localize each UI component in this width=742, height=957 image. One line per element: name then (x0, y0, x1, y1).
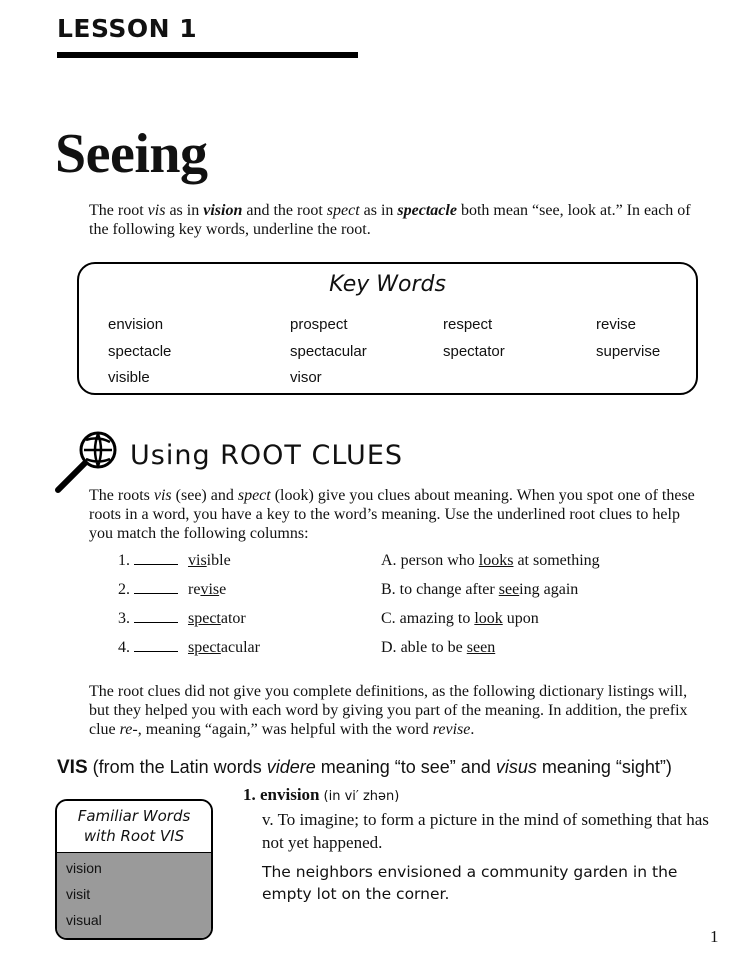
answer-blank[interactable] (134, 581, 178, 594)
key-word: revise (596, 316, 637, 333)
key-word: spectacle (108, 343, 172, 360)
entry-headword: 1. envision (in vi′ zhən) (243, 785, 400, 804)
key-words-box (77, 262, 698, 395)
entry-definition: v. To imagine; to form a picture in the mind of something that has not yet happened. (262, 810, 709, 852)
page-number: 1 (710, 927, 719, 946)
note-paragraph: The root clues did not give you complete definitions, as the following dictionary listings will, but they helped you with each word by giving you part of the meaning. In addition, the prefix clue re-, meaning “again,” was helpful with the word revise. (89, 683, 688, 738)
familiar-word: visual (66, 912, 102, 928)
intro-paragraph: The root vis as in vision and the root spect as in spectacle both mean “see, look at.” In each of the following key words, underline the root. (89, 202, 691, 238)
match-definition-d: D. able to be seen (381, 639, 496, 656)
key-word: prospect (290, 316, 348, 333)
vis-heading: VIS (from the Latin words videre meaning “to see” and visus meaning “sight”) (57, 757, 672, 778)
answer-blank[interactable] (134, 610, 178, 623)
familiar-word: visit (66, 886, 91, 902)
familiar-words-heading: Familiar Words with Root VIS (57, 801, 211, 853)
familiar-word: vision (66, 860, 102, 876)
familiar-words-list (57, 853, 211, 940)
page-title: Seeing (55, 123, 208, 185)
match-item-4: 4. spectacular (118, 639, 260, 656)
match-definition-c: C. amazing to look upon (381, 610, 539, 627)
lesson-label: LESSON 1 (57, 14, 198, 43)
key-word: supervise (596, 343, 661, 360)
key-word: visor (290, 369, 322, 386)
magnifying-glass-icon (48, 426, 126, 494)
match-item-2: 2. revise (118, 581, 227, 598)
answer-blank[interactable] (134, 552, 178, 565)
match-item-1: 1. visible (118, 552, 231, 569)
key-words-title: Key Words (329, 272, 446, 297)
key-word: visible (108, 369, 150, 386)
root-clues-heading: Using ROOT CLUES (130, 440, 404, 471)
key-word: respect (443, 316, 493, 333)
match-item-3: 3. spectator (118, 610, 246, 627)
entry-example: The neighbors envisioned a community garden in the empty lot on the corner. (262, 863, 678, 903)
key-word: spectator (443, 343, 505, 360)
root-clues-paragraph: The roots vis (see) and spect (look) give you clues about meaning. When you spot one of these roots in a word, you have a key to the word’s meaning. Use the underlined root clues to help you match the following columns: (89, 487, 695, 542)
match-definition-b: B. to change after seeing again (381, 581, 579, 598)
key-word: envision (108, 316, 164, 333)
familiar-words-box (55, 799, 213, 940)
lesson-rule (57, 52, 358, 58)
key-word: spectacular (290, 343, 367, 360)
answer-blank[interactable] (134, 639, 178, 652)
match-definition-a: A. person who looks at something (381, 552, 600, 569)
